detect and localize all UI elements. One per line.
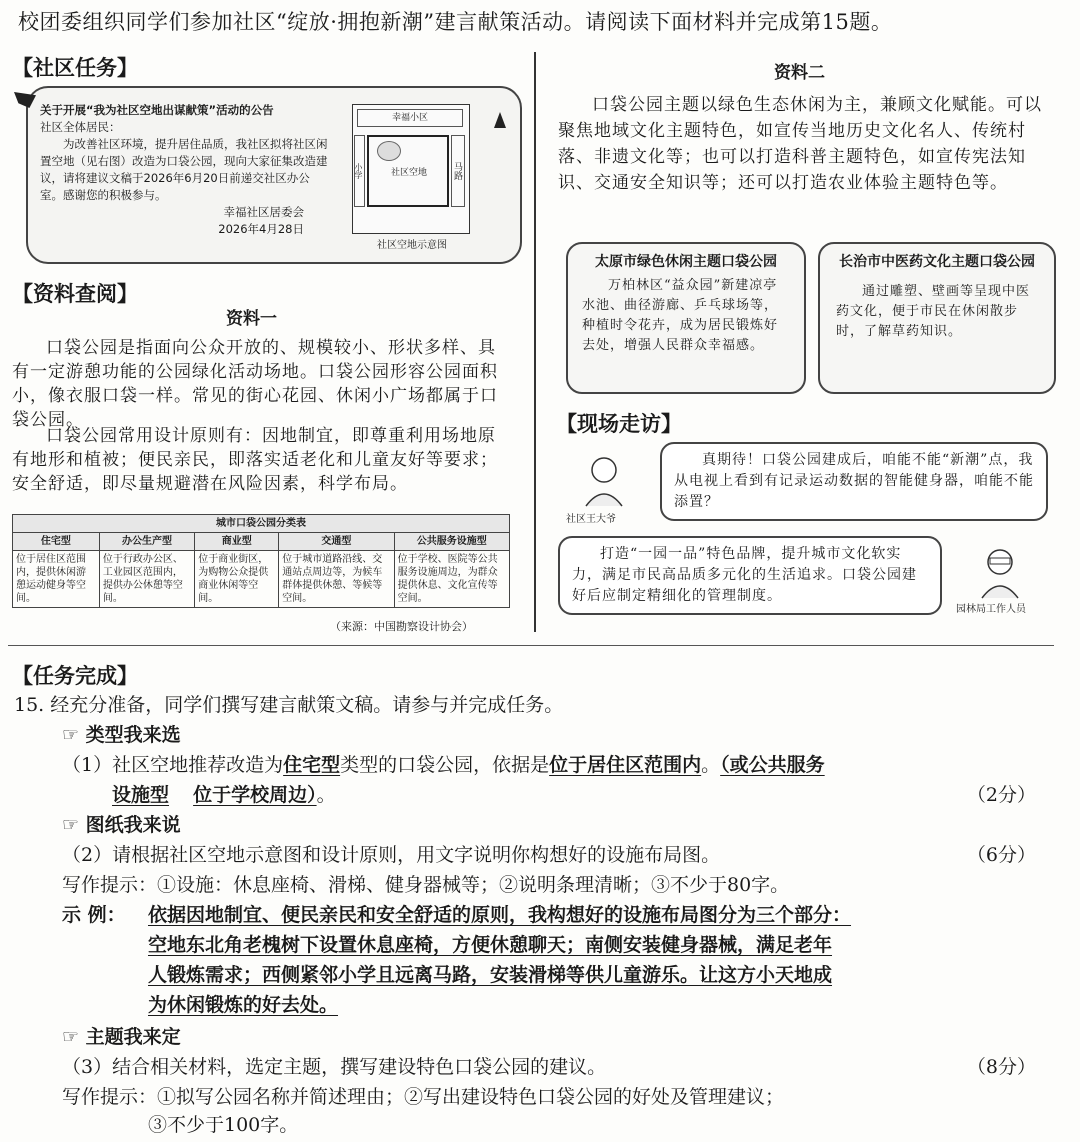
section-tag-interview: 【现场走访】 (556, 412, 682, 436)
table-cell: 位于居住区范围内，提供休闲游憩运动健身等空间。 (13, 551, 100, 608)
park-card-changzhi (818, 242, 1056, 394)
pointing-hand-icon: ☞ (62, 1026, 80, 1048)
table-header: 住宅型 (13, 533, 100, 551)
subtask-3-hint-2: ③不少于100字。 (148, 1114, 299, 1136)
staff-avatar-icon (976, 544, 1024, 600)
pointing-hand-icon: ☞ (62, 724, 80, 746)
subtask-3-hint-1: 写作提示：①拟写公园名称并简述理由；②写出建设特色口袋公园的好处及管理建议； (62, 1086, 785, 1108)
staff-label: 园林局工作人员 (956, 604, 1026, 615)
table-header: 交通型 (279, 533, 394, 551)
section-tag-reference: 【资料查阅】 (12, 282, 138, 306)
subtask-2-points: （6分） (966, 844, 1036, 866)
column-divider (534, 52, 536, 632)
elder-label: 社区王大爷 (566, 514, 616, 525)
material-1-para-2: 口袋公园常用设计原则有：因地制宜，即尊重利用场地原有地形和植被；便民亲民，即落实适老化和儿童友好等要求；安全舒适，即尽量规避潜在风险因素，科学布局。 (12, 426, 498, 494)
table-title: 城市口袋公园分类表 (13, 515, 510, 533)
park-card-body: 通过雕塑、壁画等呈现中医药文化，便于市民在休闲散步时，了解草药知识。 (836, 284, 1031, 339)
park-card-title: 长治市中医药文化主题口袋公园 (839, 254, 1035, 270)
staff-speech-bubble: 打造“一园一品”特色品牌，提升城市文化软实力，满足市民高品质多元化的生活追求。口袋公园建好后应制定精细化的管理制度。 (558, 536, 942, 615)
subtask-2-hint: 写作提示：①设施：休息座椅、滑梯、健身器械等；②说明条理清晰；③不少于80字。 (62, 874, 790, 896)
park-card-body: 万柏林区“益众园”新建凉亭水池、曲径游廊、乒乓球场等，种植时令花卉，成为居民锻炼好去处，增强人民群众幸福感。 (582, 278, 779, 353)
section-divider (8, 645, 1054, 646)
subtask-1-line-1 (62, 750, 1062, 780)
section-tag-tasks: 【任务完成】 (12, 664, 138, 688)
subtask-2-prompt: （2）请根据社区空地示意图和设计原则，用文字说明你构想好的设施布局图。 (62, 844, 721, 866)
table-header: 商业型 (195, 533, 279, 551)
subtask-3-title-text: 主题我来定 (85, 1026, 181, 1048)
material-1-title: 资料一 (226, 309, 277, 329)
answer-alt-reason: 位于学校周边） (193, 784, 317, 806)
table-cell: 位于学校、医院等公共服务设施周边，为群众提供休息、文化宣传等空间。 (394, 551, 509, 608)
table-source: （来源：中国勘察设计协会） (330, 620, 473, 633)
subtask-2-title-text: 图纸我来说 (85, 814, 181, 836)
material-2-body: 口袋公园主题以绿色生态休闲为主，兼顾文化赋能。可以聚焦地域文化主题特色，如宣传当地历史文化名人、传统村落、非遗文化等；也可以打造科普主题特色，如宣传宪法知识、交通安全知识等；还可以打造农业体验主题特色等。 (558, 95, 1042, 193)
example-line-2: 空地东北角老槐树下设置休息座椅，方便休憩聊天；南侧安装健身器械，满足老年 (148, 934, 833, 956)
park-classification-table (12, 514, 510, 608)
community-map (352, 104, 470, 234)
answer-type: 住宅型 (283, 754, 341, 776)
map-caption: 社区空地示意图 (377, 240, 447, 251)
table-header: 公共服务设施型 (394, 533, 509, 551)
notice-date: 2026年4月28日 (218, 222, 304, 236)
subtask-1-line-2 (112, 780, 1062, 810)
tree-icon (377, 141, 401, 161)
table-cell: 位于行政办公区、工业园区范围内，提供办公休憩等空间。 (99, 551, 194, 608)
example-label: 示 例： (62, 904, 126, 926)
material-2-title: 资料二 (774, 63, 825, 83)
notice-body: 为改善社区环境，提升居住品质，我社区拟将社区闲置空地（见右图）改造为口袋公园，现向大家征集改造建议，请将建议文稿于2026年6月20日前递交社区办公室。感谢您的积极参与。 (40, 137, 328, 202)
answer-alt-a: （或公共服务 (720, 754, 825, 776)
map-label-residential: 幸福小区 (357, 109, 463, 127)
elder-speech-bubble: 真期待！口袋公园建成后，咱能不能“新潮”点，我从电视上看到有记录运动数据的智能健身器，咱能不能添置？ (660, 442, 1048, 521)
park-card-title: 太原市绿色休闲主题口袋公园 (595, 254, 777, 270)
section-tag-community-task: 【社区任务】 (12, 56, 138, 80)
map-label-school: 小学 (354, 135, 365, 207)
subtask-2-title (62, 810, 181, 840)
notice-text (40, 102, 330, 238)
answer-alt-type: 设施型 (112, 784, 170, 806)
subtask-3-prompt: （3）结合相关材料，选定主题，撰写建设特色口袋公园的建议。 (62, 1056, 607, 1078)
subtask-3-points: （8分） (966, 1056, 1036, 1078)
park-card-taiyuan (566, 242, 806, 394)
table-cell: 位于商业街区，为购物公众提供商业休闲等空间。 (195, 551, 279, 608)
header-intro: 校团委组织同学们参加社区“绽放·拥抱新潮”建言献策活动。请阅读下面材料并完成第15题。 (18, 10, 893, 34)
subtask-3-question (62, 1052, 1062, 1082)
material-1-para-1: 口袋公园是指面向公众开放的、规模较小、形状多样、具有一定游憩功能的公园绿化活动场地。口袋公园形容公园面积小，像衣服口袋一样。常见的街心花园、休闲小广场都属于口袋公园。 (12, 338, 498, 430)
example-line-4: 为休闲锻炼的好去处。 (148, 994, 339, 1016)
pointing-hand-icon: ☞ (62, 814, 80, 836)
subtask-1-prompt-b: 类型的口袋公园，依据是 (340, 754, 550, 776)
punct: 。 (316, 784, 336, 806)
subtask-1-points: （2分） (966, 784, 1036, 806)
subtask-3-title (62, 1022, 181, 1052)
punct: 。 (701, 754, 721, 776)
subtask-1-title (62, 720, 181, 750)
subtask-1-title-text: 类型我来选 (85, 724, 181, 746)
example-line-1: 依据因地制宜、便民亲民和安全舒适的原则，我构想好的设施布局图分为三个部分： (148, 904, 852, 926)
table-header: 办公生产型 (99, 533, 194, 551)
map-label-road: 马路 (451, 135, 465, 207)
subtask-2-question (62, 840, 1062, 870)
answer-reason: 位于居住区范围内 (549, 754, 702, 776)
question-15: 15. 经充分准备，同学们撰写建言献策文稿。请参与并完成任务。 (14, 694, 564, 716)
example-line-3: 人锻炼需求；西侧紧邻小学且远离马路，安装滑梯等供儿童游乐。让这方小天地成 (148, 964, 833, 986)
notice-signature: 幸福社区居委会 (223, 205, 304, 219)
elder-avatar-icon (580, 452, 628, 508)
notice-title: 关于开展“我为社区空地出谋献策”活动的公告 (40, 103, 274, 117)
map-label-lot: 社区空地 (390, 168, 427, 178)
north-arrow-icon (494, 112, 506, 128)
subtask-1-prompt-a: （1）社区空地推荐改造为 (62, 754, 284, 776)
notice-salutation: 社区全体居民： (40, 120, 121, 134)
table-cell: 位于城市道路沿线、交通站点周边等，为候车群体提供休憩、等候等空间。 (279, 551, 394, 608)
